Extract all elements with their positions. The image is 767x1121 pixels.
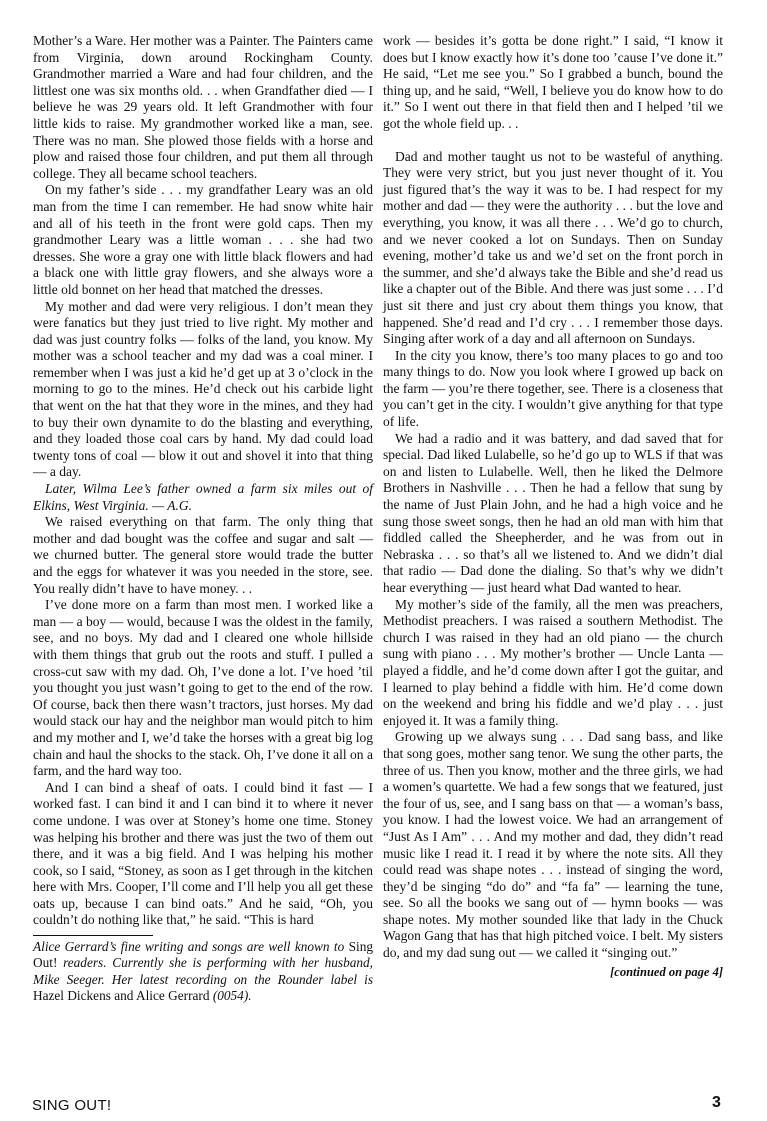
paragraph: And I can bind a sheaf of oats. I could bind it fast — I worked fast. I can bind it and I can bind it to where it never come undone. I was over at Stoney’s home one time. Stoney was helping his brother and there was just the two of them out there, and it was a big field. And I was helping his mother cook, so I said, “Stoney, as soon as I get through in the kitchen here with Mrs. Cooper, I’ll come and I’ll help you all get these oats up, because I can bind oats.” And he said, “Oh, you couldn’t do nothing like that,” he said. “This is hard — [33, 779, 373, 928]
right-column — [383, 33, 723, 980]
paragraph: I’ve done more on a farm than most men. I worked like a man — a boy — would, because I was the oldest in the family, see, and no boys. My dad and I cleared one whole hillside with them things that grub out the roots and stuff. I pulled a cross-cut saw with my dad. Oh, I’ve done a lot. I’ve hoed ’til you thought you just wasn’t going to get to the end of the row. Of course, back then there wasn’t tractors, just horses. My dad would stack our hay and the neighbor man would pitch to him and my mother and I, we’d take the horses with a great big log chain and haul the shocks to the stack. Oh, I’ve done it all on a farm, and the hard way too. — [33, 597, 373, 779]
continued-note: [continued on page 4] — [610, 964, 723, 979]
bio-text: readers. Currently she is performing with her husband, Mike Seeger. Her latest recording on the Rounder label is — [33, 955, 373, 987]
paragraph: My mother’s side of the family, all the men was preachers, Methodist preachers. I was raised a southern Methodist. The church I was raised in they had an old piano — the church sung with piano . . . My mother’s brother — Uncle Lanta — played a fiddle, and he’d come down after I got the guitar, and I learned to play behind a fiddle with him. He’d come down on the weekend and bring his fiddle and we’d play . . . just enjoyed it. It was a family thing. — [383, 596, 723, 728]
paragraph: Growing up we always sung . . . Dad sang bass, and like that song goes, mother sang tenor. We sung the other parts, the three of us. Then you know, mother and the three girls, we had a women’s quartette. We had a few songs that we featured, just the four of us, see, and I sang bass on that — a woman’s bass, you know. I had the lowest voice. We had an arrangement of “Just As I Am” . . . And my mother and dad, they didn’t read music like I read it. I read it by where the note sits. All they could read was shape notes . . . instead of singing the word, they’d be singing “do do” and “fa fa” — learning the tune, see. So all the books we sang out of — hymn books — was shape notes. My mother sounded like that lady in the Chuck Wagon Gang that has that high pitched voice. I belt. My sisters do, and my dad sung out — we called it “singing out.” — [383, 729, 723, 961]
paragraph: We had a radio and it was battery, and dad saved that for special. Dad liked Lulabelle, so he’d go up to WLS if that was on and listen to Lulabelle. Well, then he liked the Delmore Brothers in Nashville . . . Then he had a fellow that sung by the name of Just Plain John, and he had a high voice and he sung those sweet songs, then he had an old man with him that fiddled called the Sheepherder, and he was from out in Nebraska . . . so that’s all we listened to. And we didn’t dial that radio — Dad done the dialing. So that’s why we didn’t hear everything — just heard what Dad wanted to hear. — [383, 430, 723, 595]
paragraph: On my father’s side . . . my grandfather Leary was an old man from the time I can remember. He had snow white hair and all of his teeth in the front were gold caps. Then my grandmother Leary was a little woman . . . she had two dresses. She wore a gray one with little black flowers and had a black one with little gray flowers, and she always wore a little old bonnet on her head that matched the dresses. — [33, 182, 373, 297]
page-number: 3 — [712, 1094, 721, 1111]
catalog-number: (0054). — [212, 987, 252, 1003]
editor-note: Later, Wilma Lee’s father owned a farm six miles out of Elkins, West Virginia. — A.G. — [33, 481, 373, 513]
magazine-name: Sing Out! — [33, 939, 373, 971]
footer-magazine-name: SING OUT! — [32, 1097, 112, 1114]
paragraph: Dad and mother taught us not to be wasteful of anything. They were very strict, but you just never thought of it. You just figured that’s the way it was to be. I had respect for my mother and dad — they were the authority . . . but the love and everything, you know, it was all there . . . We’d go to church, and we never cooked a lot on Sundays. Then on Sunday evening, mother’d take us and we’d set on the front porch in the summer, and she’d always take the Bible and she’d read us like a chapter out of the Bible. And there was just some . . . I’d just sit there and just cry about them things you know, that happened. She’d read and I’d cry . . . I remember those days. Singing after work of a day and all afternoon on Sundays. — [383, 148, 723, 347]
album-title: Hazel Dickens and Alice Gerrard — [33, 987, 210, 1003]
bio-divider — [33, 935, 153, 936]
paragraph: work — besides it’s gotta be done right.” I said, “I know it does but I know exactly how it’s done too ’cause I’ve done it.” He said, “Let me see you.” So I grabbed a bunch, bound the thing up, and he said, “Well, I believe you do know how to do it.” So I went out there in that field then and I helped ’til we got the whole field up. . . — [383, 33, 723, 131]
paragraph: My mother and dad were very religious. I don’t mean they were fanatics but they just tried to live right. My mother and dad was just country folks — folks of the land, you know. My mother was a school teacher and my dad was a coal miner. I remember when I was just a kid he’d get up at 3 o’clock in the morning to go to the mines. He’d check out his carbide light that went on the hat that they wore in the mines, and they had to buy their own dynamite to do the blasting and everything, and they loaded those coal cars by hand. My dad could load twenty tons of coal — blow it out and shovel it into that thing — a day. — [33, 298, 373, 480]
paragraph: In the city you know, there’s too many places to go and too many things to do. Now you look where I growed up back on the farm — you’re there together, see. There is a closeness that you can’t get in the city. I wouldn’t give anything for that type of life. — [383, 347, 723, 430]
bio-text: Alice Gerrard’s fine writing and songs are well known to — [33, 939, 349, 955]
author-bio — [33, 939, 373, 1004]
left-column — [33, 33, 373, 1004]
paragraph: We raised everything on that farm. The only thing that mother and dad bought was the coffee and sugar and salt — we churned butter. The general store would trade the butter and the eggs for whatever it was you needed in the store, see. You really didn’t have to have money. . . — [33, 514, 373, 596]
paragraph: Mother’s a Ware. Her mother was a Painter. The Painters came from Virginia, down around Rockingham County. Grandmother married a Ware and had four children, and the littlest one was six months old. . . when Grandfather died — I believe he was 29 years old. It left Grandmother with four little kids to raise. My grandmother worked like a man, see. There was no man. She plowed those fields with a horse and plow and raised those four children, and put them all through college. They all became school teachers. — [33, 33, 373, 181]
